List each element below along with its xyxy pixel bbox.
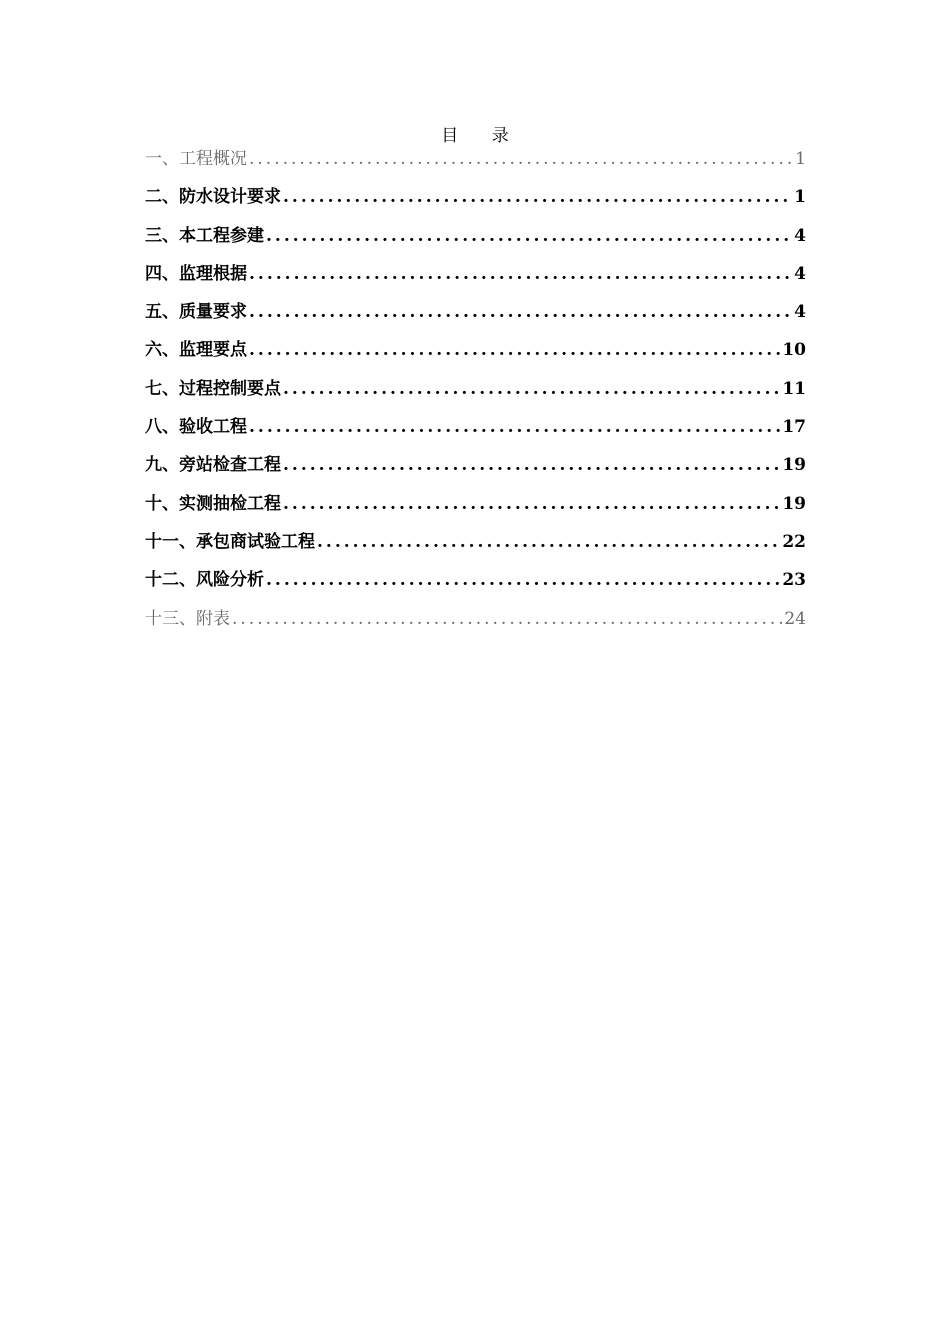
toc-leader-dots — [249, 414, 780, 440]
toc-entry-page: 10 — [782, 340, 806, 361]
toc-entry-label: 十一、承包商试验工程 — [145, 531, 315, 552]
toc-entry-page: 19 — [782, 455, 806, 476]
toc-entry-page: 4 — [794, 302, 806, 323]
toc-entry-label: 八、验收工程 — [145, 417, 247, 438]
toc-leader-dots — [283, 184, 792, 210]
toc-entry-page: 23 — [782, 570, 806, 591]
toc-entry-label: 四、监理根据 — [145, 263, 247, 284]
toc-entry-page: 22 — [782, 531, 806, 552]
toc-entry-page: 19 — [782, 493, 806, 514]
toc-title: 目 录 — [441, 126, 523, 146]
toc-entry-7[interactable] — [145, 376, 806, 414]
toc-leader-dots — [232, 606, 782, 632]
toc-leader-dots — [317, 529, 780, 555]
toc-entry-13[interactable] — [145, 606, 806, 644]
toc-entry-3[interactable] — [145, 223, 806, 261]
toc-entry-9[interactable] — [145, 452, 806, 490]
toc-entry-11[interactable] — [145, 529, 806, 567]
toc-entry-page: 24 — [784, 608, 806, 629]
toc-entry-10[interactable] — [145, 491, 806, 529]
toc-entry-label: 十二、风险分析 — [145, 570, 264, 591]
toc-entry-page: 4 — [794, 263, 806, 284]
toc-entry-page: 1 — [795, 149, 806, 169]
toc-leader-dots — [283, 376, 780, 402]
toc-entry-6[interactable] — [145, 337, 806, 375]
toc-entry-5[interactable] — [145, 299, 806, 337]
toc-leader-dots — [283, 452, 780, 478]
toc-leader-dots — [249, 337, 780, 363]
toc-leader-dots — [266, 567, 780, 593]
toc-entry-label: 十三、附表 — [145, 608, 230, 629]
toc-entry-label: 十、实测抽检工程 — [145, 493, 281, 514]
toc-entry-4[interactable] — [145, 261, 806, 299]
toc-entry-label: 七、过程控制要点 — [145, 378, 281, 399]
toc-entry-label: 九、旁站检查工程 — [145, 455, 281, 476]
toc-entry-page: 4 — [794, 225, 806, 246]
toc-entry-1[interactable] — [145, 146, 806, 184]
toc-entry-2[interactable] — [145, 184, 806, 222]
toc-leader-dots — [266, 223, 792, 249]
toc-leader-dots — [249, 299, 792, 325]
toc-entry-label: 一、工程概况 — [145, 149, 247, 169]
toc-entry-12[interactable] — [145, 567, 806, 605]
toc-list — [145, 146, 806, 644]
toc-entry-page: 1 — [794, 187, 806, 208]
toc-entry-page: 17 — [782, 417, 806, 438]
toc-entry-page: 11 — [782, 378, 806, 399]
toc-leader-dots — [283, 491, 780, 517]
toc-entry-label: 六、监理要点 — [145, 340, 247, 361]
toc-entry-label: 三、本工程参建 — [145, 225, 264, 246]
toc-entry-label: 五、质量要求 — [145, 302, 247, 323]
toc-entry-label: 二、防水设计要求 — [145, 187, 281, 208]
toc-leader-dots — [249, 146, 793, 172]
toc-entry-8[interactable] — [145, 414, 806, 452]
toc-leader-dots — [249, 261, 792, 287]
